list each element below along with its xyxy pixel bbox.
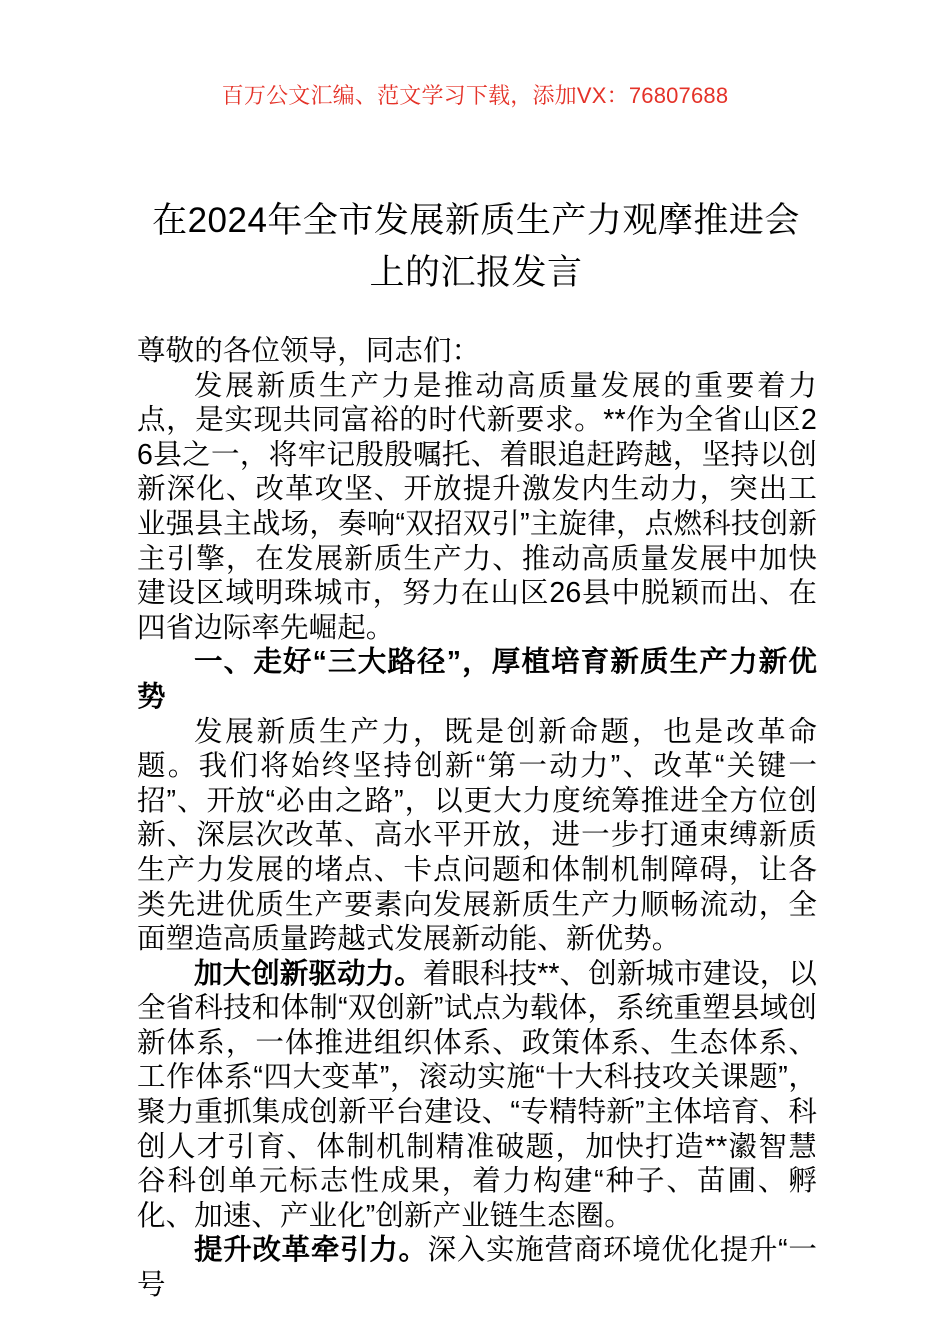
paragraph-reform-text: 深入实施营商环境优化提升“一号 <box>137 1234 817 1302</box>
paragraph-reform <box>137 1233 817 1302</box>
salutation: 尊敬的各位领导，同志们： <box>137 335 481 367</box>
promo-banner-text: 百万公文汇编、范文学习下载，添加VX：76807688 <box>221 83 729 108</box>
paragraph-section-1-intro: 发展新质生产力，既是创新命题，也是改革命题。我们将始终坚持创新“第一动力”、改革“关键一招”、开放“必由之路”，以更大力度统筹推进全方位创新、深层次改革、高水平开放，进一步打通束缚新质生产力发展的堵点、卡点问题和体制机制障碍，让各类先进优质生产要素向发展新质生产力顺畅流动，全面塑造高质量跨越式发展新动能、新优势。 <box>137 715 817 956</box>
document-title: 在2024年全市发展新质生产力观摩推进会上的汇报发言 <box>152 201 800 293</box>
paragraph-opening: 发展新质生产力是推动高质量发展的重要着力点，是实现共同富裕的时代新要求。**作为全省山区26县之一，将牢记殷殷嘱托、着眼追赶跨越，坚持以创新深化、改革攻坚、开放提升激发内生动力，突出工业强县主战场，奏响“双招双引”主旋律，点燃科技创新主引擎，在发展新质生产力、推动高质量发展中加快建设区域明珠城市，努力在山区26县中脱颖而出、在四省边际率先崛起。 <box>137 369 817 644</box>
promo-banner <box>0 82 950 110</box>
paragraph-reform-lead: 提升改革牵引力。 <box>194 1234 428 1267</box>
document-body <box>137 334 817 1303</box>
paragraph-innovation-text: 着眼科技**、创新城市建设，以全省科技和体制“双创新”试点为载体，系统重塑县域创新体系，一体推进组织体系、政策体系、生态体系、工作体系“四大变革”，滚动实施“十大科技攻关课题”，聚力重抓集成创新平台建设、“专精特新”主体培育、科创人才引育、体制机制精准破题，加快打造**瀫智慧谷科创单元标志性成果，着力构建“种子、苗圃、孵化、加速、产业化”创新产业链生态圈。 <box>137 957 817 1232</box>
paragraph-innovation-lead: 加大创新驱动力。 <box>194 957 423 990</box>
paragraph-innovation <box>137 957 817 1234</box>
section-heading-1: 一、走好“三大路径”，厚植培育新质生产力新优势 <box>137 646 817 713</box>
